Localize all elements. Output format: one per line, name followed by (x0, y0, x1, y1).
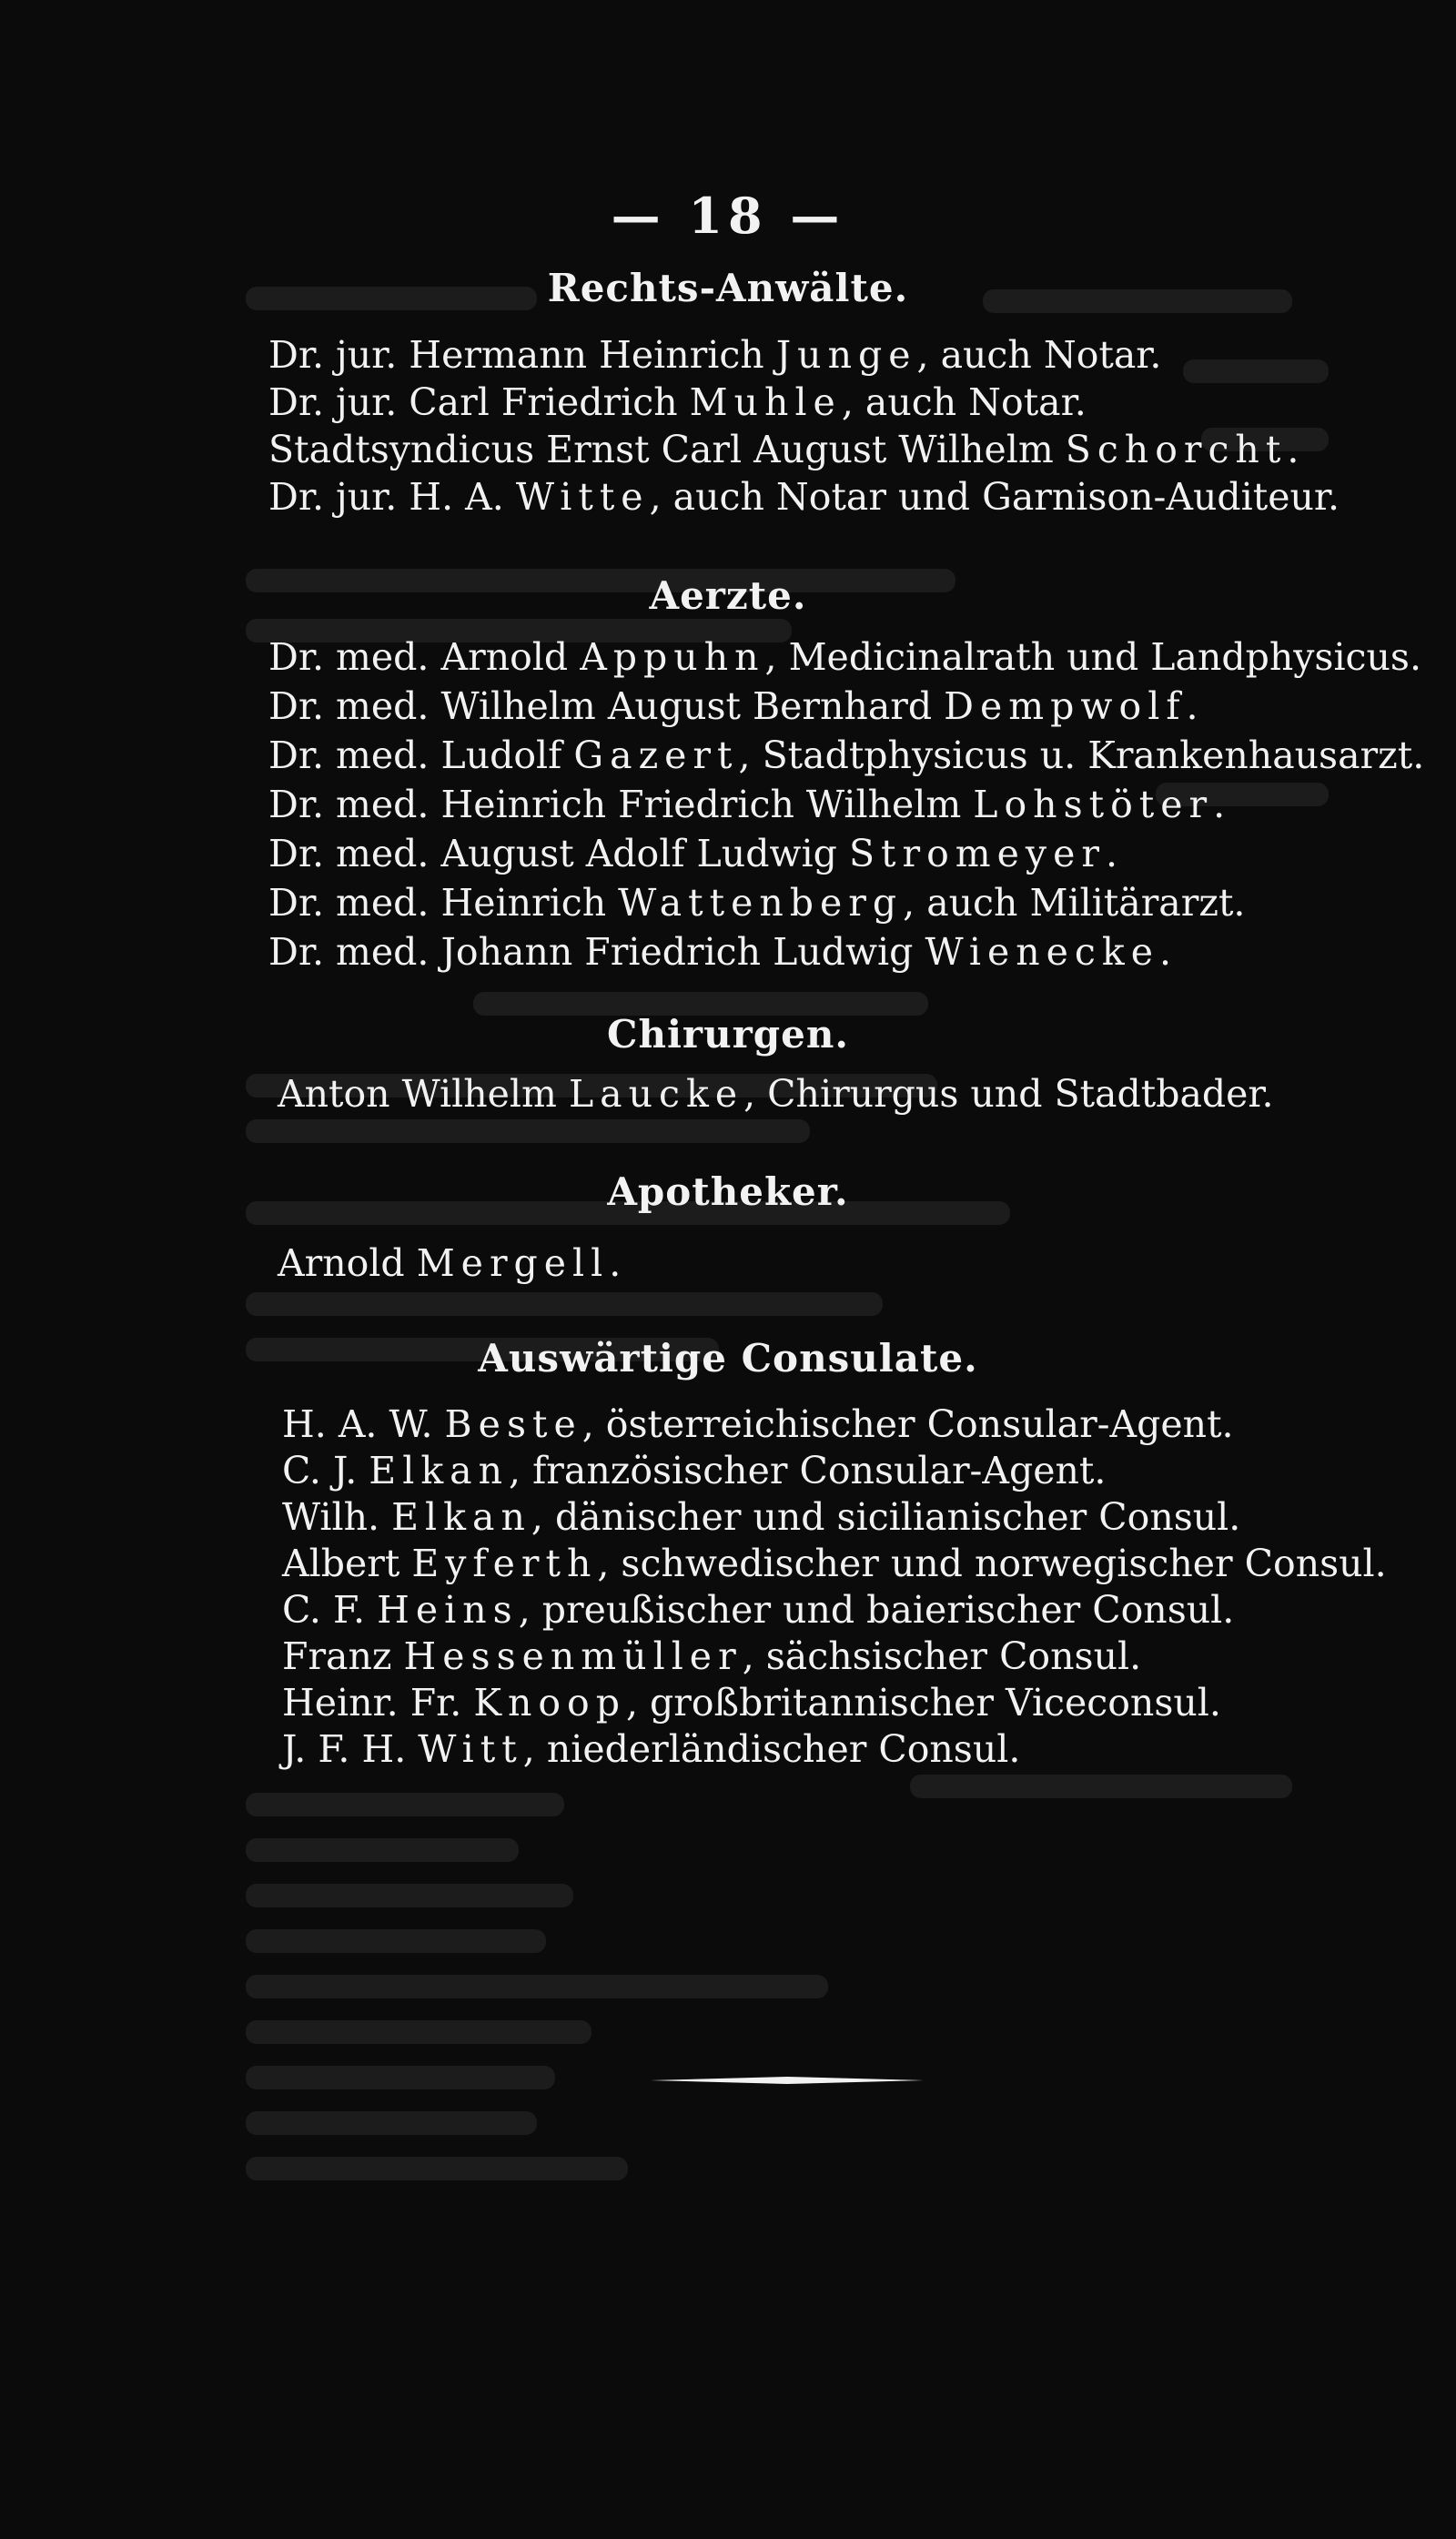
section-heading-aerzte: Aerzte. (649, 573, 807, 618)
closing-rule (651, 2077, 924, 2084)
list-item: J. F. H. Witt, niederländischer Consul. (282, 1727, 1021, 1771)
list-item: Dr. med. Heinrich Friedrich Wilhelm Lohstöter. (268, 783, 1226, 826)
list-item: C. J. Elkan, französischer Consular-Agent. (282, 1449, 1107, 1492)
list-item: Dr. med. Ludolf Gazert, Stadtphysicus u. Krankenhausarzt. (268, 733, 1425, 777)
list-item: Dr. med. Johann Friedrich Ludwig Wienecke. (268, 930, 1172, 974)
page-number: — 18 — (611, 187, 845, 245)
section-heading-apotheker: Apotheker. (607, 1169, 849, 1214)
list-item: Dr. jur. H. A. Witte, auch Notar und Garnison-Auditeur. (268, 475, 1340, 519)
list-item: Dr. jur. Hermann Heinrich Junge, auch Notar. (268, 333, 1162, 377)
section-heading-auswaertige-consulate: Auswärtige Consulate. (478, 1336, 978, 1381)
list-item: Heinr. Fr. Knoop, großbritannischer Viceconsul. (282, 1681, 1221, 1725)
list-item: Wilh. Elkan, dänischer und sicilianischer Consul. (282, 1495, 1241, 1539)
list-item: Dr. med. Arnold Appuhn, Medicinalrath und Landphysicus. (268, 635, 1421, 679)
list-item: Arnold Mergell. (278, 1241, 622, 1285)
list-item: Franz Hessenmüller, sächsischer Consul. (282, 1634, 1142, 1678)
list-item: C. F. Heins, preußischer und baierischer Consul. (282, 1588, 1235, 1632)
list-item: Dr. jur. Carl Friedrich Muhle, auch Notar. (268, 380, 1087, 424)
list-item: Anton Wilhelm Laucke, Chirurgus und Stadtbader. (278, 1072, 1274, 1116)
section-heading-chirurgen: Chirurgen. (607, 1012, 849, 1057)
list-item: Albert Eyferth, schwedischer und norwegischer Consul. (282, 1542, 1387, 1585)
list-item: Dr. med. Heinrich Wattenberg, auch Militärarzt. (268, 881, 1246, 925)
section-heading-rechts-anwaelte: Rechts-Anwälte. (547, 266, 909, 310)
list-item: Stadtsyndicus Ernst Carl August Wilhelm Schorcht. (268, 428, 1299, 471)
list-item: Dr. med. Wilhelm August Bernhard Dempwolf. (268, 684, 1198, 728)
list-item: Dr. med. August Adolf Ludwig Stromeyer. (268, 832, 1117, 875)
list-item: H. A. W. Beste, österreichischer Consular-Agent. (282, 1402, 1234, 1446)
